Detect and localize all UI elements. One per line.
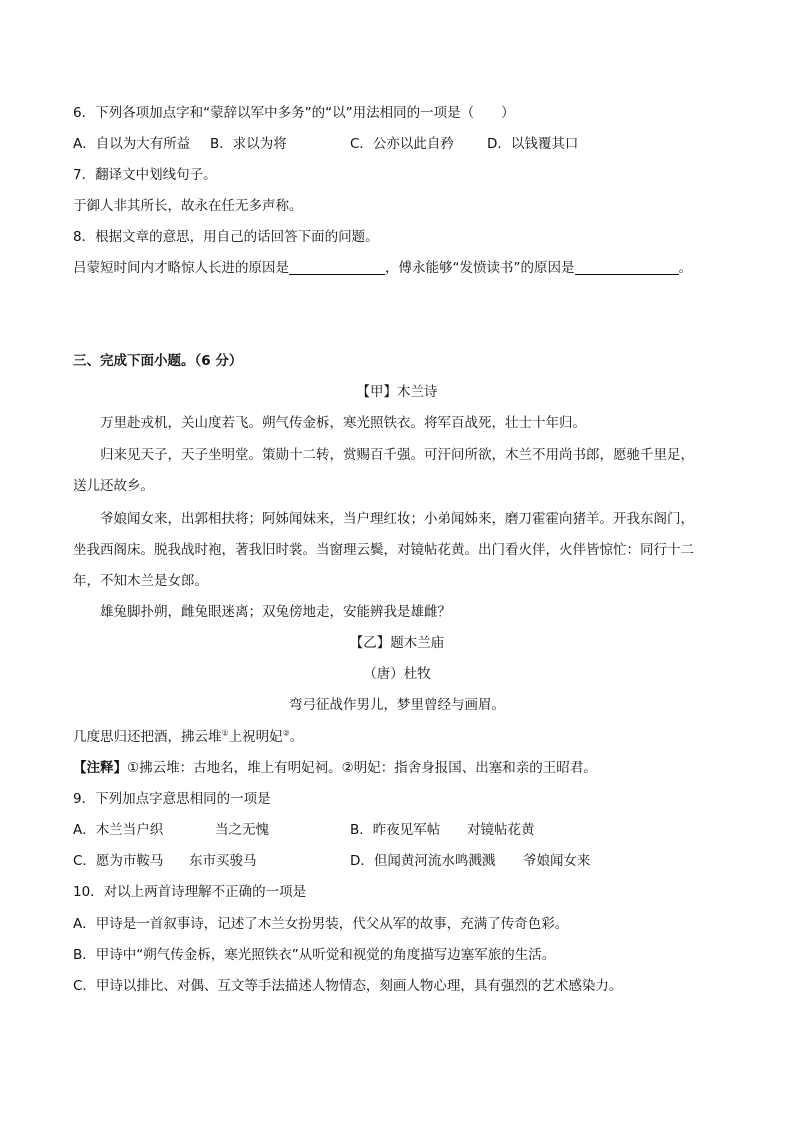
section-heading: 三、完成下面小题。（6 分） (73, 353, 243, 369)
annotation (73, 758, 597, 778)
q9-option-d-word1: D．但闻黄河流水鸣溅溅 (350, 853, 496, 869)
q8-answer-line (73, 258, 692, 278)
poem-b-line-1: 弯弓征战作男儿，梦里曾经与画眉。 (289, 697, 505, 713)
q6-stem: 6．下列各项加点字和“蒙辞以军中多务”的“以”用法相同的一项是（ ） (73, 105, 515, 121)
q8-blank-1[interactable] (289, 260, 385, 275)
footnote-marker-2: ② (282, 728, 290, 738)
annotation-label: 【注释】 (73, 760, 127, 776)
poem-b-line-2: 几度思归还把酒，拂云堆①上祝明妃②。 (73, 728, 304, 745)
q10-option-c: C．甲诗以排比、对偶、互文等手法描述人物情态，刻画人物心理，具有强烈的艺术感染力。 (73, 978, 623, 994)
q8-part2: ，傅永能够“发愤读书”的原因是 (385, 260, 575, 276)
q6-option-c: C．公亦以此自矜 (350, 136, 454, 152)
q9-option-d-word2: 爷娘闻女来 (523, 853, 591, 869)
q7-sentence: 于御人非其所长，故永在任无多声称。 (73, 198, 303, 214)
poem-a-line: 归来见天子，天子坐明堂。策勋十二转，赏赐百千强。可汗问所欲，木兰不用尚书郎，愿驰千里足， (100, 447, 694, 463)
q6-option-a: A．自以为大有所益 (73, 136, 191, 152)
poem-a-title: 【甲】木兰诗 (356, 384, 438, 400)
q9-option-c-word2: 东市买骏马 (189, 853, 257, 869)
q9-stem: 9．下列加点字意思相同的一项是 (73, 791, 271, 807)
poem-a-line: 万里赴戎机，关山度若飞。朔气传金柝，寒光照铁衣。将军百战死，壮士十年归。 (100, 415, 586, 431)
annotation-text: ①拂云堆：古地名，堆上有明妃祠。②明妃：指舍身报国、出塞和亲的王昭君。 (127, 760, 597, 776)
q6-option-d: D．以钱覆其口 (487, 136, 579, 152)
q9-option-b-word1: B．昨夜见军帖 (350, 822, 441, 838)
q10-option-a: A．甲诗是一首叙事诗，记述了木兰女扮男装，代父从军的故事，充满了传奇色彩。 (73, 916, 569, 932)
poem-b-title: 【乙】题木兰庙 (349, 635, 445, 651)
q9-option-b-word2: 对镜帖花黄 (467, 822, 535, 838)
q10-option-b: B．甲诗中“朔气传金柝，寒光照铁衣”从听觉和视觉的角度描写边塞军旅的生活。 (73, 947, 556, 963)
q6-option-b: B．求以为将 (210, 136, 287, 152)
q8-part3: 。 (678, 260, 692, 276)
q8-stem: 8．根据文章的意思，用自己的话回答下面的问题。 (73, 229, 379, 245)
footnote-marker-1: ① (221, 728, 229, 738)
q10-stem: 10．对以上两首诗理解不正确的一项是 (73, 884, 307, 900)
poem-b-author: （唐）杜牧 (363, 666, 431, 682)
q7-stem: 7．翻译文中划线句子。 (73, 167, 217, 183)
poem-a-line: 雄兔脚扑朔，雌兔眼迷离；双兔傍地走，安能辨我是雄雌？ (100, 604, 451, 620)
poem-a-line: 坐我西阁床。脱我战时袍，著我旧时裳。当窗理云鬓，对镜帖花黄。出门看火伴，火伴皆惊忙：同行十二 (73, 542, 694, 558)
poem-a-line: 送儿还故乡。 (73, 478, 154, 494)
q9-option-c-word1: C．愿为市鞍马 (73, 853, 164, 869)
poem-a-line: 爷娘闻女来，出郭相扶将；阿姊闻妹来，当户理红妆；小弟闻姊来，磨刀霍霍向猪羊。开我东阁门， (100, 511, 694, 527)
poem-a-line: 年，不知木兰是女郎。 (73, 573, 208, 589)
q8-blank-2[interactable] (575, 260, 679, 275)
q9-option-a-word2: 当之无愧 (215, 822, 269, 838)
q9-option-a-word1: A．木兰当户织 (73, 822, 164, 838)
q8-part1: 吕蒙短时间内才略惊人长进的原因是 (73, 260, 289, 276)
